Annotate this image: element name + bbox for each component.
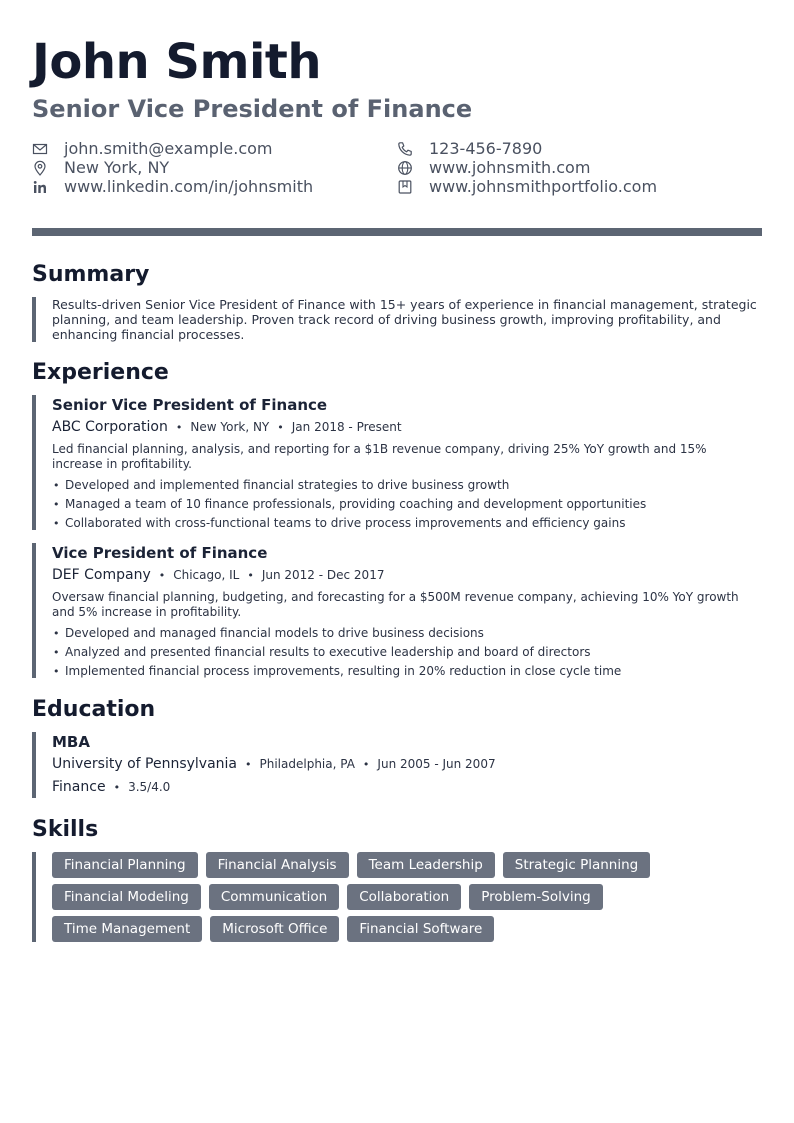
separator-dot: •: [158, 569, 166, 582]
job-location: Chicago, IL: [173, 568, 240, 582]
mail-icon: [32, 141, 48, 157]
list-item: • Managed a team of 10 finance professionals, providing coaching and development opportunities: [52, 495, 758, 514]
contact-email[interactable]: [32, 139, 273, 158]
globe-icon: [397, 160, 413, 176]
job-bullets: [52, 624, 758, 681]
linkedin-text[interactable]: www.linkedin.com/in/johnsmith: [64, 177, 314, 196]
website-text[interactable]: www.johnsmith.com: [429, 158, 591, 177]
experience-heading: Experience: [32, 360, 169, 385]
skill-tag: Team Leadership: [357, 852, 495, 878]
education-dates: Jun 2005 - Jun 2007: [377, 757, 496, 771]
linkedin-icon: [32, 179, 48, 195]
list-item: • Collaborated with cross-functional teams to drive process improvements and efficiency gains: [52, 514, 758, 533]
job-title-headline: Senior Vice President of Finance: [32, 95, 473, 123]
separator-dot: •: [277, 421, 284, 434]
separator-dot: •: [175, 421, 183, 434]
skill-tag: Communication: [209, 884, 339, 910]
summary-block: [32, 297, 758, 342]
skill-tag: Strategic Planning: [503, 852, 650, 878]
job-dates: Jun 2012 - Dec 2017: [261, 568, 385, 582]
job-role: Vice President of Finance: [52, 544, 268, 562]
contact-phone[interactable]: [397, 139, 542, 158]
job-dates: Jan 2018 - Present: [291, 420, 402, 434]
skill-tag: Time Management: [52, 916, 202, 942]
education-location: Philadelphia, PA: [259, 757, 355, 771]
education-school: University of Pennsylvania: [52, 756, 237, 772]
phone-icon: [397, 141, 413, 157]
phone-text[interactable]: 123-456-7890: [429, 139, 543, 158]
header-divider: [32, 228, 762, 236]
contact-location: [32, 158, 169, 177]
skill-tag: Financial Software: [347, 916, 494, 942]
contact-website[interactable]: [397, 158, 590, 177]
skill-tag: Financial Modeling: [52, 884, 201, 910]
job-location: New York, NY: [190, 420, 270, 434]
education-heading: Education: [32, 697, 156, 722]
map-pin-icon: [32, 160, 48, 176]
education-field: Finance: [52, 779, 106, 795]
summary-heading: Summary: [32, 262, 150, 287]
portfolio-text[interactable]: www.johnsmithportfolio.com: [429, 177, 658, 196]
job-company: ABC Corporation: [52, 419, 168, 435]
separator-dot: •: [362, 758, 370, 771]
full-name: John Smith: [32, 34, 322, 90]
list-item: • Analyzed and presented financial results to executive leadership and board of directors: [52, 643, 758, 662]
job-company: DEF Company: [52, 567, 151, 583]
bookmark-icon: [397, 179, 413, 195]
list-item: • Developed and managed financial models to drive business decisions: [52, 624, 758, 643]
job-meta: [52, 418, 758, 437]
skill-tag: Financial Analysis: [206, 852, 349, 878]
education-degree: MBA: [52, 733, 90, 751]
job-description: Led financial planning, analysis, and reporting for a $1B revenue company, driving 25% YoY growth and 15% increase in profitability.: [52, 442, 707, 471]
skill-tag: Microsoft Office: [210, 916, 339, 942]
job-description: Oversaw financial planning, budgeting, and forecasting for a $500M revenue company, achieving 10% YoY growth and 5% increase in profitability.: [52, 590, 739, 619]
skills-block: [32, 852, 742, 942]
job-meta: [52, 566, 758, 585]
education-gpa: 3.5/4.0: [128, 780, 171, 794]
job-entry: [32, 543, 758, 678]
email-text[interactable]: john.smith@example.com: [64, 139, 273, 158]
education-field-meta: [52, 778, 496, 797]
skills-list: [52, 852, 742, 948]
list-item: • Developed and implemented financial strategies to drive business growth: [52, 476, 758, 495]
separator-dot: •: [113, 781, 121, 794]
summary-text: Results-driven Senior Vice President of Finance with 15+ years of experience in financial management, strategic planning, and team leadership. Proven track record of driving business growth, improving profitability, and enhancing financial processes.: [52, 297, 757, 342]
skill-tag: Collaboration: [347, 884, 461, 910]
skill-tag: Problem-Solving: [469, 884, 603, 910]
job-bullets: [52, 476, 758, 533]
skill-tag: Financial Planning: [52, 852, 198, 878]
location-text: New York, NY: [64, 158, 170, 177]
separator-dot: •: [245, 758, 252, 771]
skills-heading: Skills: [32, 817, 99, 842]
job-entry: [32, 395, 758, 530]
contact-linkedin[interactable]: [32, 177, 313, 196]
education-entry: [32, 732, 496, 798]
job-role: Senior Vice President of Finance: [52, 396, 328, 414]
contact-portfolio[interactable]: [397, 177, 657, 196]
list-item: • Implemented financial process improvements, resulting in 20% reduction in close cycle time: [52, 662, 758, 681]
separator-dot: •: [247, 569, 254, 582]
education-meta: [52, 755, 496, 774]
